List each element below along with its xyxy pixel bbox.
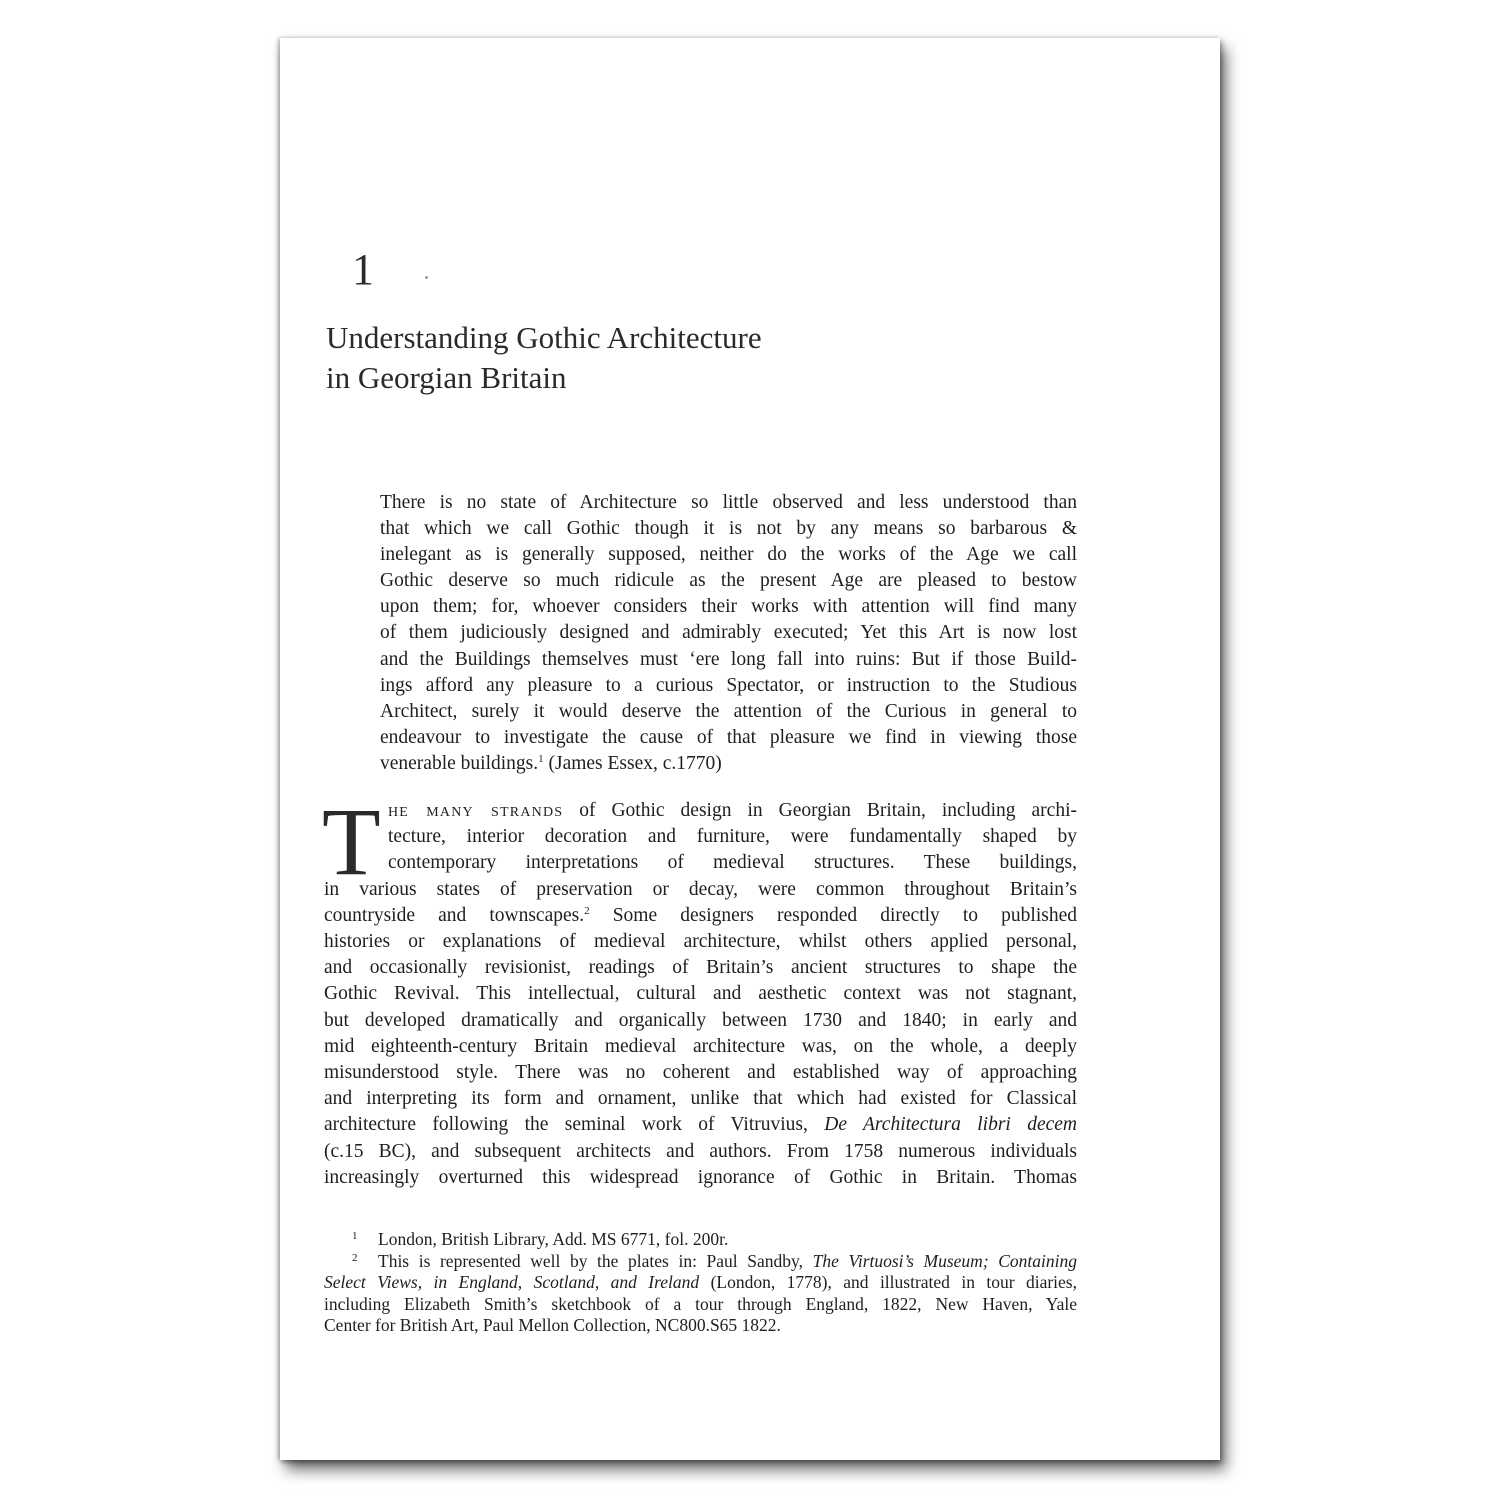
body-line: in various states of preservation or decay, were common throughout Britain’s <box>324 878 1077 900</box>
epigraph-line: upon them; for, whoever considers their works with attention will find many <box>380 596 1077 618</box>
body-line <box>324 903 1077 929</box>
drop-cap: T <box>322 788 381 895</box>
footnote-1: 1 London, British Library, Add. MS 6771, fol. 200r. <box>352 1229 729 1249</box>
body-line: and occasionally revisionist, readings of Britain’s ancient structures to shape the <box>324 957 1077 979</box>
footnote-italic: The Virtuosi’s Museum; Containing <box>812 1250 1078 1271</box>
body-line: but developed dramatically and organically between 1730 and 1840; in early and <box>324 1009 1077 1031</box>
footnotes <box>324 1229 1077 1337</box>
epigraph-line: that which we call Gothic though it is not by any means so barbarous & <box>380 518 1077 540</box>
epigraph-line: There is no state of Architecture so little observed and less understood than <box>380 492 1077 513</box>
body-line: (c.15 BC), and subsequent architects and authors. From 1758 numerous individuals <box>324 1140 1077 1162</box>
body-paragraph <box>322 788 1077 1191</box>
book-page <box>280 38 1220 1460</box>
footnote-text: (London, 1778), and illustrated in tour diaries, <box>699 1272 1077 1293</box>
epigraph-last-line <box>380 751 1077 777</box>
epigraph-line: ings afford any pleasure to a curious Spectator, or instruction to the Studious <box>380 674 1077 696</box>
epigraph-line: inelegant as is generally supposed, neither do the works of the Age we call <box>380 544 1077 566</box>
epigraph-line: Gothic deserve so much ridicule as the present Age are pleased to bestow <box>380 570 1077 592</box>
opening-smallcaps: he many strands <box>388 800 564 821</box>
chapter-title-line: in Georgian Britain <box>326 360 567 395</box>
epigraph-line: of them judiciously designed and admirably executed; Yet this Art is now lost <box>380 622 1077 644</box>
body-line: histories or explanations of medieval architecture, whilst others applied personal, <box>324 931 1077 953</box>
body-line: misunderstood style. There was no coherent and established way of approaching <box>324 1062 1077 1084</box>
footnote-2-line <box>324 1272 1077 1294</box>
epigraph-line: and the Buildings themselves must ‘ere long fall into ruins: But if those Build- <box>380 648 1077 670</box>
footnote-italic: Select Views, in England, Scotland, and Ireland <box>324 1272 700 1293</box>
footnote-text: London, British Library, Add. MS 6771, fol. 200r. <box>378 1229 729 1249</box>
chapter-number: 1 <box>352 245 374 294</box>
footnote-2-line: Center for British Art, Paul Mellon Collection, NC800.S65 1822. <box>324 1315 781 1336</box>
body-line: mid eighteenth-century Britain medieval architecture was, on the whole, a deeply <box>324 1035 1077 1057</box>
footnote-text: This is represented well by the plates in: Paul Sandby, <box>378 1250 813 1271</box>
body-line: and interpreting its form and ornament, unlike that which had existed for Classical <box>324 1088 1077 1110</box>
chapter-title <box>326 318 926 398</box>
body-line-text: countryside and townscapes. <box>324 904 585 926</box>
body-line: contemporary interpretations of medieval structures. These buildings, <box>388 852 1077 874</box>
footnote-2-line: 2 This is represented well by the plates in: Paul Sandby, The Virtuosi’s Museum; Containing <box>352 1250 1078 1271</box>
body-line: increasingly overturned this widespread ignorance of Gothic in Britain. Thomas <box>324 1166 1077 1188</box>
chapter-title-line: Understanding Gothic Architecture <box>326 320 762 355</box>
body-line-text: Some designers responded directly to published <box>589 904 1077 926</box>
body-line <box>324 798 1077 824</box>
footnote-ref-2: 2 <box>584 904 590 917</box>
epigraph <box>380 490 1077 777</box>
epigraph-line: Architect, surely it would deserve the attention of the Curious in general to <box>380 700 1077 722</box>
body-line: tecture, interior decoration and furniture, were fundamentally shaped by <box>388 826 1077 848</box>
epigraph-line: endeavour to investigate the cause of that pleasure we find in viewing those <box>380 726 1077 748</box>
body-line: Gothic Revival. This intellectual, cultural and aesthetic context was not stagnant, <box>324 983 1077 1005</box>
scan-speck <box>425 276 428 279</box>
body-line-text: architecture following the seminal work of Vitruvius, <box>324 1114 825 1136</box>
body-line <box>324 1112 1077 1138</box>
footnote-ref-1: 1 <box>538 752 544 765</box>
body-line-text: of Gothic design in Georgian Britain, including archi- <box>563 800 1077 821</box>
epigraph-attribution: (James Essex, c.1770) <box>543 752 722 774</box>
epigraph-last-text: venerable buildings. <box>380 752 539 774</box>
book-title-italic: De Architectura libri decem <box>824 1114 1077 1136</box>
footnote-2-line: including Elizabeth Smith’s sketchbook of a tour through England, 1822, New Haven, Yale <box>324 1293 1077 1314</box>
